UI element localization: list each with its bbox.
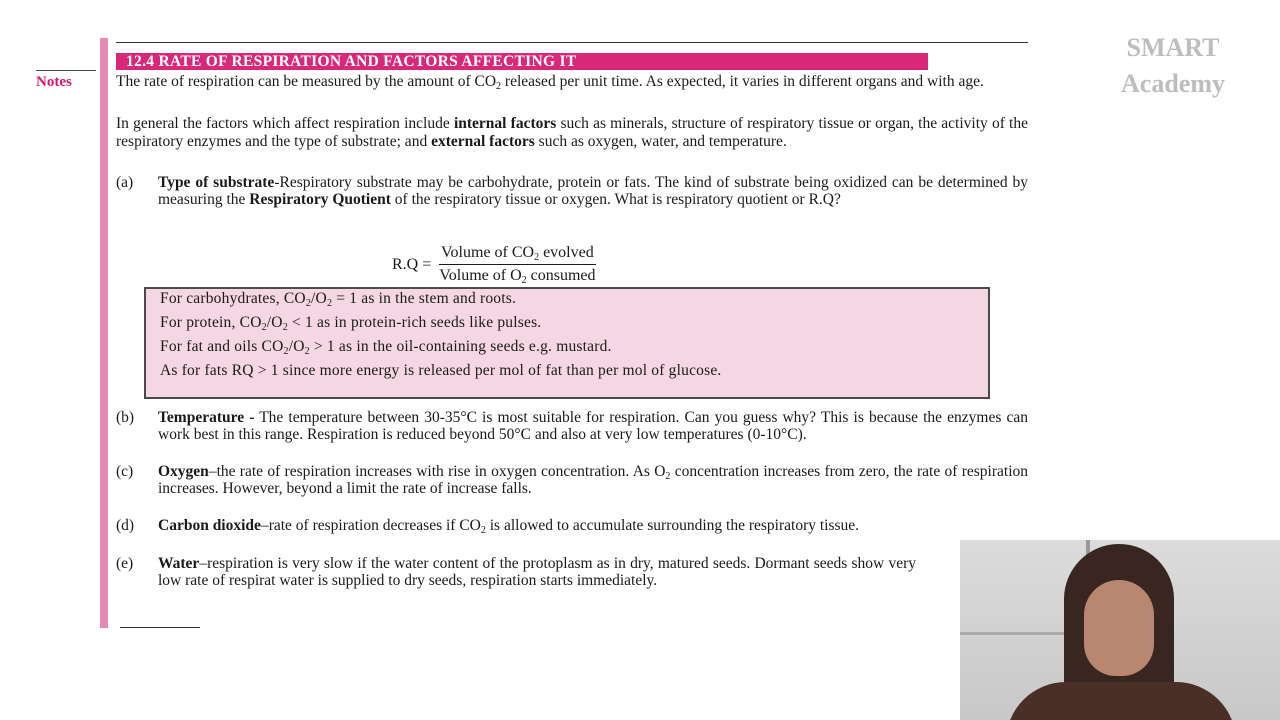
- intro-p2-external: external factors: [431, 132, 535, 150]
- item-e-title: Water: [158, 555, 200, 572]
- item-e-body: –respiration is very slow if the water content of the protoplasm as in dry, matured seeds. Dormant seeds show very low rate of respirat water is supplied to dry seeds, respiration starts immediately.: [158, 555, 916, 589]
- item-b-text: [158, 409, 1028, 443]
- presenter-body: [1006, 682, 1236, 720]
- rq-den-b: consumed: [526, 267, 596, 284]
- item-c-t2: concentration increases from zero, the rate of respiration increases. However, beyond a limit the rate of increase falls.: [158, 463, 1028, 497]
- rq-l1-s1: 2: [305, 298, 312, 309]
- rq-numerator: [439, 244, 596, 265]
- rq-l2-s2: 2: [282, 322, 288, 333]
- item-c-t1: –the rate of respiration increases with rise in oxygen concentration. As O: [208, 463, 666, 480]
- item-a-t2: of the respiratory tissue or oxygen. What is respiratory quotient or R.Q?: [390, 191, 841, 208]
- rq-line-carbohydrates: [160, 290, 984, 307]
- rq-formula-lhs: R.Q =: [392, 255, 432, 273]
- watermark: [1112, 30, 1234, 102]
- rq-l3-c: > 1 as in the oil-containing seeds e.g. mustard.: [309, 338, 612, 355]
- rq-den-a: Volume of O: [439, 267, 522, 284]
- intro-p2-a: In general the factors which affect respiration include: [116, 115, 454, 132]
- item-b-body: The temperature between 30-35°C is most suitable for respiration. Can you guess why? This is because the enzymes can work best in this range. Respiration is reduced beyond 50°C and also at very low temperatures (0-10°C).: [158, 409, 1028, 443]
- top-rule: [116, 42, 1028, 43]
- rq-formula: [392, 244, 598, 285]
- item-d-sub: 2: [480, 525, 486, 536]
- rq-l1-a: For carbohydrates, CO: [160, 290, 306, 307]
- intro-p2-d: such as oxygen, water, and temperature.: [534, 132, 787, 150]
- rq-l3-b: /O: [288, 338, 305, 355]
- item-c-label: (c): [116, 463, 134, 480]
- rq-l1-b: /O: [311, 290, 327, 307]
- intro-p2-c: such as minerals, structure of respiratory tissue or organ, the activity of the respiratory enzymes and the type of substrate; and: [116, 115, 1028, 150]
- intro-p1-b: released per unit time. As expected, it varies in different organs and with age.: [501, 73, 984, 90]
- watermark-line-2: Academy: [1121, 69, 1225, 98]
- item-e: [116, 555, 916, 589]
- rq-l1-c: = 1 as in the stem and roots.: [332, 290, 517, 307]
- item-d-title: Carbon dioxide: [158, 517, 261, 534]
- intro-p2-internal: internal factors: [453, 115, 557, 132]
- item-b-label: (b): [116, 409, 135, 426]
- item-d-label: (d): [116, 517, 135, 534]
- item-c-title: Oxygen: [158, 463, 209, 480]
- rq-denominator: [437, 265, 597, 285]
- item-d-text: [158, 517, 1028, 534]
- intro-paragraph-1: [116, 73, 1028, 91]
- watermark-line-1: SMART: [1126, 33, 1220, 62]
- item-a-text: [158, 174, 1028, 208]
- rq-num-b: evolved: [539, 244, 594, 261]
- rq-l2-s1: 2: [261, 322, 267, 333]
- item-b: [116, 409, 1028, 443]
- item-c-sub: 2: [665, 471, 671, 482]
- item-a: [116, 174, 1028, 208]
- rq-l1-s2: 2: [326, 298, 333, 309]
- rq-num-a: Volume of CO: [441, 244, 535, 261]
- margin-accent-bar: [100, 38, 108, 628]
- item-d-t1: –rate of respiration decreases if CO: [260, 517, 481, 534]
- intro-p1-sub: 2: [496, 81, 502, 92]
- rq-den-sub: 2: [521, 275, 527, 286]
- item-d: [116, 517, 1028, 534]
- item-e-text: [158, 555, 916, 589]
- item-c: [116, 463, 1028, 497]
- rq-line-fats-oils: [160, 338, 984, 355]
- item-a-t1: -Respiratory substrate may be carbohydrate, protein or fats. The kind of substrate being oxidized can be determined by measuring the: [158, 174, 1028, 208]
- intro-paragraph-2: [116, 115, 1028, 150]
- rq-line-energy: As for fats RQ > 1 since more energy is released per mol of fat than per mol of glucose.: [160, 362, 722, 379]
- notes-label: Notes: [36, 74, 72, 90]
- rq-l2-a: For protein, CO: [160, 314, 262, 331]
- item-d-t2: is allowed to accumulate surrounding the respiratory tissue.: [485, 517, 860, 534]
- item-a-bold2: Respiratory Quotient: [249, 191, 391, 208]
- rq-l3-s1: 2: [283, 346, 289, 357]
- intro-p1-a: The rate of respiration can be measured by the amount of CO: [116, 73, 497, 90]
- presenter-webcam: [960, 540, 1280, 720]
- item-a-label: (a): [116, 174, 134, 191]
- item-a-title: Type of substrate: [158, 174, 275, 191]
- item-c-text: [158, 463, 1028, 497]
- rq-l2-b: /O: [266, 314, 283, 331]
- item-e-label: (e): [116, 555, 134, 572]
- notes-rule: [36, 70, 96, 71]
- rq-l3-a: For fat and oils CO: [160, 338, 284, 355]
- rq-line-protein: [160, 314, 984, 331]
- rq-fraction: [437, 244, 597, 285]
- rq-num-sub: 2: [534, 252, 540, 263]
- rq-l2-c: < 1 as in protein-rich seeds like pulses.: [287, 314, 542, 331]
- bottom-rule: [120, 627, 200, 628]
- section-heading: 12.4 RATE OF RESPIRATION AND FACTORS AFFECTING IT: [116, 53, 928, 70]
- item-b-title: Temperature -: [158, 409, 255, 426]
- rq-l3-s2: 2: [304, 346, 310, 357]
- presenter-face: [1084, 580, 1154, 676]
